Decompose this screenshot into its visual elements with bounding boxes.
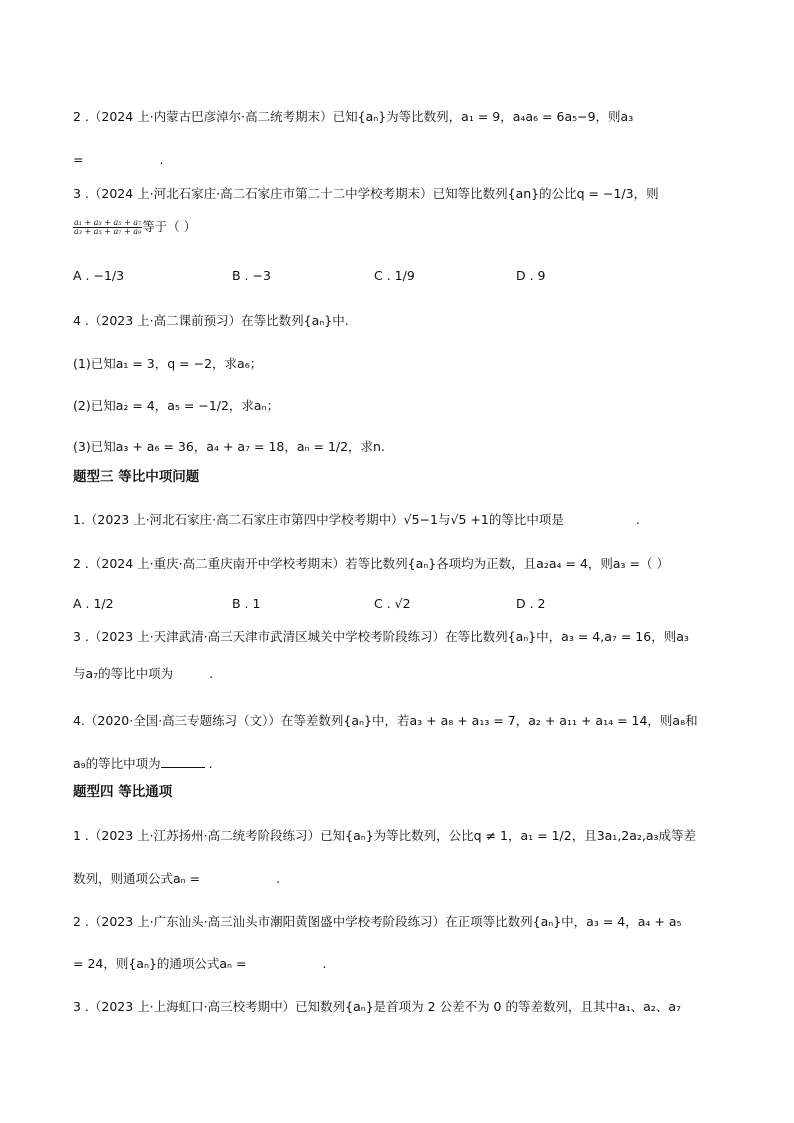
q3-fraction-denominator: a₃ + a₅ + a₇ + a₉ bbox=[74, 227, 142, 236]
s3-q2-option-a: A . 1/2 bbox=[73, 596, 114, 611]
q4-part3: (3)已知a₃ + a₆ = 36，a₄ + a₇ = 18，aₙ = 1/2，求n. bbox=[73, 439, 385, 454]
q3-line2 bbox=[73, 218, 196, 236]
s3-q4-line1: 4.（2020·全国·高三专题练习（文））在等差数列{aₙ}中，若a₃ + a₈ + a₁₃ = 7，a₂ + a₁₁ + a₁₄ = 14，则a₈和 bbox=[73, 713, 698, 728]
q3-line1: 3 .（2024 上·河北石家庄·高二石家庄市第二十二中学校考期末）已知等比数列{an}的公比q = −1/3，则 bbox=[73, 186, 659, 201]
s3-q2-option-d: D . 2 bbox=[516, 596, 546, 611]
s3-q4-line2 bbox=[73, 755, 213, 773]
s3-q1-end: . bbox=[635, 512, 640, 527]
q4-part1: (1)已知a₁ = 3，q = −2，求a₆； bbox=[73, 356, 263, 371]
q3-fraction-numerator: a₁ + a₃ + a₅ + a₇ bbox=[74, 218, 142, 227]
q3-tail: 等于（ ） bbox=[142, 219, 197, 234]
s3-q4-line2-text: a₉的等比中项为 bbox=[73, 756, 161, 771]
s3-q2-option-b: B . 1 bbox=[232, 596, 261, 611]
q4-line1: 4 .（2023 上·高二课前预习）在等比数列{aₙ}中. bbox=[73, 313, 349, 328]
q4-part2: (2)已知a₂ = 4，a₅ = −1/2，求aₙ； bbox=[73, 398, 280, 413]
s3-q3-line1: 3 .（2023 上·天津武清·高三天津市武清区城关中学校考阶段练习）在等比数列{aₙ}中，a₃ = 4,a₇ = 16，则a₃ bbox=[73, 629, 689, 644]
s3-q2-line1: 2 .（2024 上·重庆·高二重庆南开中学校考期末）若等比数列{aₙ}各项均为正数，且a₂a₄ = 4，则a₃ =（ ） bbox=[73, 556, 669, 571]
s3-q2-option-c: C . √2 bbox=[374, 596, 411, 611]
section-heading-4: 题型四 等比通项 bbox=[73, 784, 173, 800]
s4-q2-line2-text: = 24，则{aₙ}的通项公式aₙ = bbox=[73, 956, 251, 971]
q3-fraction bbox=[73, 219, 142, 236]
section-heading-3: 题型三 等比中项问题 bbox=[73, 469, 200, 485]
q2-line1: 2 .（2024 上·内蒙古巴彦淖尔·高二统考期末）已知{aₙ}为等比数列，a₁ = 9，a₄a₆ = 6a₅−9，则a₃ bbox=[73, 109, 634, 124]
s4-q2-end: . bbox=[322, 956, 327, 971]
q2-line2 bbox=[73, 151, 163, 169]
s4-q2-line2 bbox=[73, 955, 326, 973]
s4-q3-line1: 3 .（2023 上·上海虹口·高三校考期中）已知数列{aₙ}是首项为 2 公差不为 0 的等差数列，且其中a₁、a₂、a₇ bbox=[73, 999, 681, 1014]
q3-option-c: C . 1/9 bbox=[374, 268, 415, 283]
s4-q1-end: . bbox=[276, 871, 281, 886]
s4-q1-line1: 1 .（2023 上·江苏扬州·高二统考阶段练习）已知{aₙ}为等比数列，公比q ≠ 1，a₁ = 1/2，且3a₁,2a₂,a₃成等差 bbox=[73, 828, 697, 843]
answer-blank[interactable] bbox=[161, 755, 205, 768]
s4-q1-line2 bbox=[73, 870, 280, 888]
s4-q2-line1: 2 .（2023 上·广东汕头·高三汕头市潮阳黄图盛中学校考阶段练习）在正项等比数列{aₙ}中，a₃ = 4，a₄ + a₅ bbox=[73, 914, 682, 929]
q2-equals: = bbox=[73, 152, 88, 167]
s3-q1 bbox=[73, 511, 640, 529]
s3-q1-text: 1.（2023 上·河北石家庄·高二石家庄市第四中学校考期中）√5−1与√5 +1的等比中项是 bbox=[73, 512, 564, 527]
q3-option-b: B . −3 bbox=[232, 268, 271, 283]
s3-q3-line2-text: 与a₇的等比中项为 bbox=[73, 666, 174, 681]
q2-end: . bbox=[159, 152, 164, 167]
q3-option-a: A . −1/3 bbox=[73, 268, 125, 283]
s3-q3-end: . bbox=[209, 666, 214, 681]
s3-q4-end: . bbox=[208, 756, 213, 771]
q3-option-d: D . 9 bbox=[516, 268, 546, 283]
s3-q3-line2 bbox=[73, 665, 213, 683]
s4-q1-line2-text: 数列，则通项公式aₙ = bbox=[73, 871, 205, 886]
